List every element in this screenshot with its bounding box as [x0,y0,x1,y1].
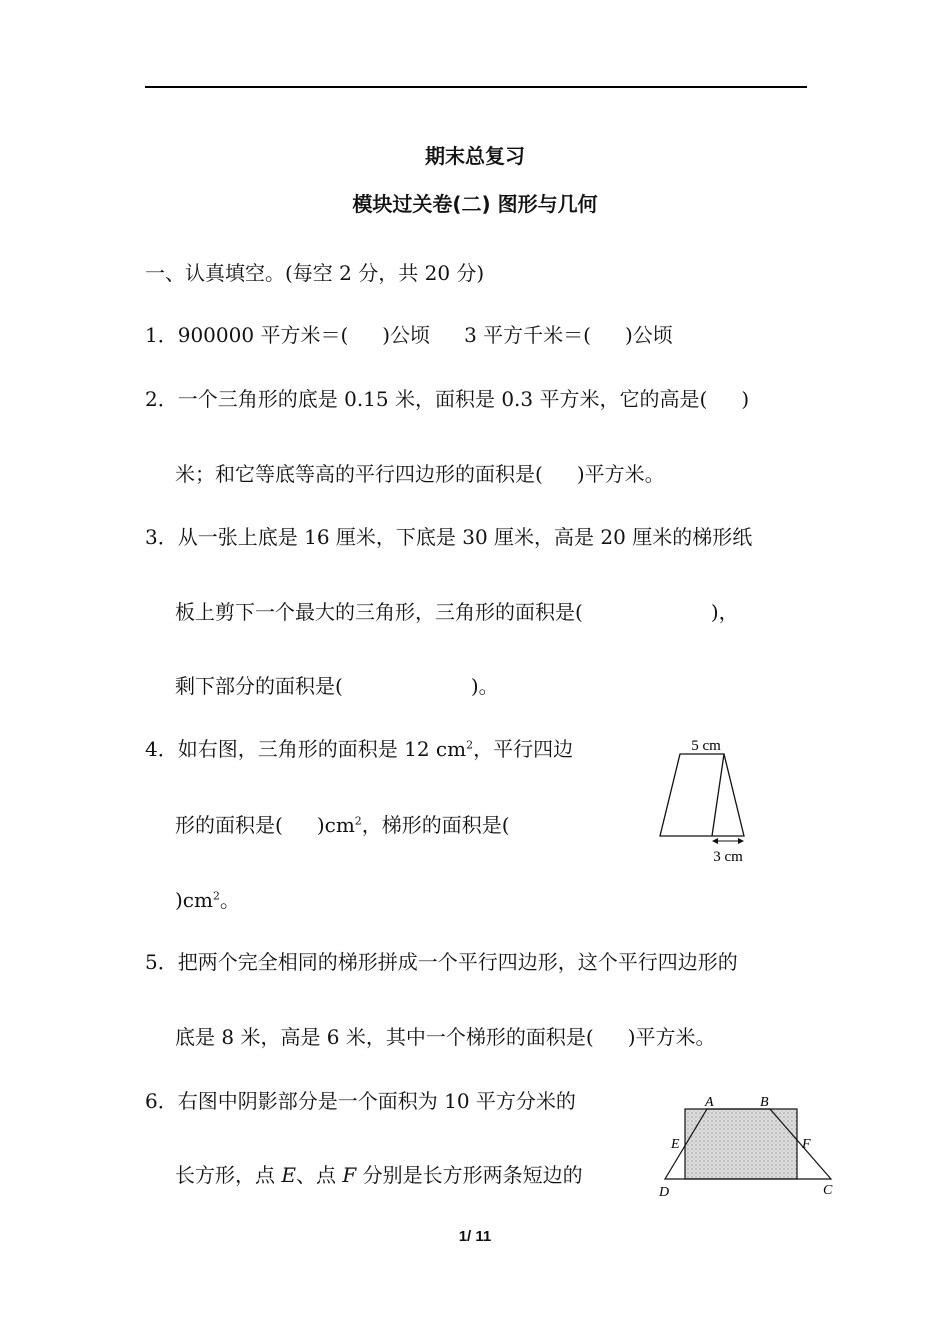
rectangle-trapezoid-figure [655,1092,840,1204]
bottom-length-label: 3 cm [713,849,743,865]
dividing-line [712,754,724,836]
trapezoid-outline [660,754,744,836]
point-d-label: D [659,1185,670,1200]
trapezoid-figure [650,732,760,868]
question-6: 6．右图中阴影部分是一个面积为 10 平方分米的 [145,1089,576,1113]
question-number: 5． [145,950,178,974]
question-2: 2．一个三角形的底是 0.15 米，面积是 0.3 平方米，它的高是( ) [145,387,750,411]
question-number: 4． [145,737,178,761]
question-5-line-2: 底是 8 米，高是 6 米，其中一个梯形的面积是( )平方米。 [175,1025,716,1049]
point-e-label: E [671,1137,680,1152]
question-number: 3． [145,525,178,549]
question-3-line-2: 板上剪下一个最大的三角形，三角形的面积是( )， [175,600,739,624]
point-f-label: F [802,1137,811,1152]
page-number: 1/ 11 [458,1228,492,1245]
question-4-line-3: )$cm^2$。 [175,888,240,912]
question-6-line-2: 长方形，点 E、点 F 分别是长方形两条短边的 [175,1163,583,1187]
header-rule [145,86,807,88]
page-title: 期末总复习 [425,144,525,168]
question-4-line-2: 形的面积是( )$cm^2$，梯形的面积是( [175,813,510,837]
question-3: 3．从一张上底是 16 厘米，下底是 30 厘米，高是 20 厘米的梯形纸 [145,525,753,549]
page-subtitle: 模块过关卷(二) 图形与几何 [352,192,598,216]
question-1: 1．900000 平方米＝( )公顷 3 平方千米＝( )公顷 [145,323,673,347]
section-heading: 一、认真填空。(每空 2 分，共 20 分) [145,261,485,285]
question-number: 2． [145,387,178,411]
question-number: 1． [145,323,178,347]
point-b-label: B [760,1095,769,1110]
point-c-label: C [823,1183,833,1198]
top-length-label: 5 cm [691,738,721,754]
question-3-line-3: 剩下部分的面积是( )。 [175,674,499,698]
question-4: 4．如右图，三角形的面积是 12 $cm^2$，平行四边 [145,737,574,761]
question-number: 6． [145,1089,178,1113]
point-a-label: A [705,1095,714,1110]
question-2-line-2: 米；和它等底等高的平行四边形的面积是( )平方米。 [175,462,665,486]
question-5: 5．把两个完全相同的梯形拼成一个平行四边形，这个平行四边形的 [145,950,738,974]
shaded-rectangle [685,1109,797,1179]
